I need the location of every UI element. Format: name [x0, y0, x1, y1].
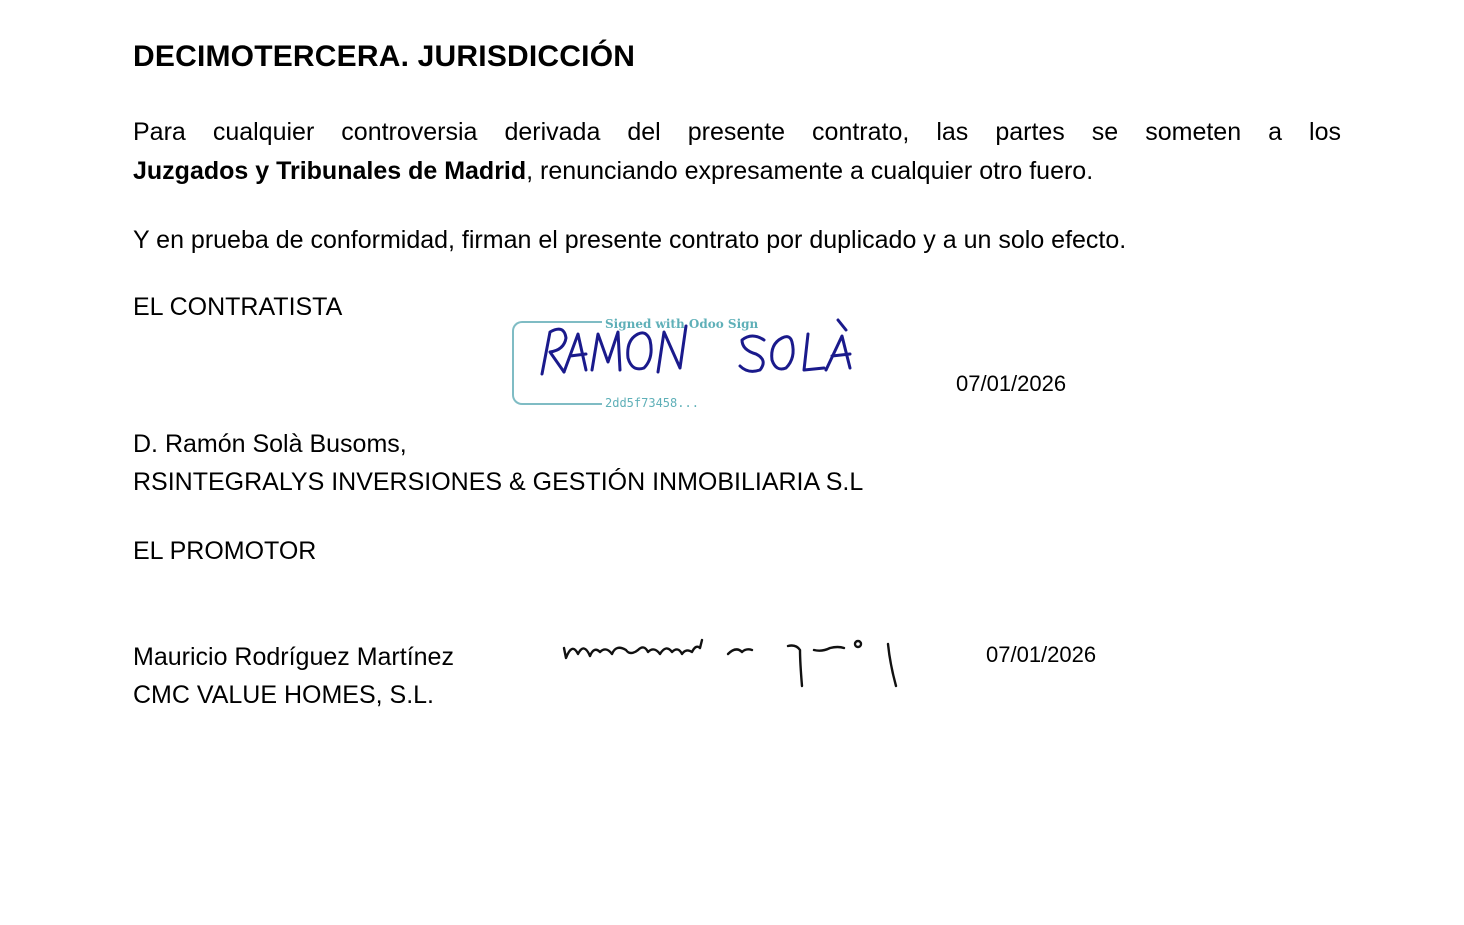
jurisdiction-paragraph-line1: Para cualquier controversia derivada del presente contrato, las partes se someten a los — [133, 118, 1341, 146]
contratista-signature — [520, 310, 890, 390]
jurisdiction-paragraph-rest: , renunciando expresamente a cualquier otro fuero. — [526, 157, 1094, 185]
clause-heading: DECIMOTERCERA. JURISDICCIÓN — [133, 40, 636, 73]
contratista-date: 07/01/2026 — [956, 371, 1067, 396]
conformity-paragraph: Y en prueba de conformidad, firman el presente contrato por duplicado y a un solo efecto. — [133, 226, 1127, 254]
contratista-label: EL CONTRATISTA — [133, 293, 343, 321]
odoo-sign-hash: 2dd5f73458... — [605, 396, 699, 410]
promotor-date: 07/01/2026 — [986, 642, 1097, 667]
promotor-label: EL PROMOTOR — [133, 537, 317, 565]
odoo-sign-badge: Signed with Odoo Sign — [605, 317, 759, 331]
jurisdiction-paragraph — [133, 113, 1341, 191]
promotor-name: Mauricio Rodríguez Martínez — [133, 643, 454, 671]
odoo-sign-frame-line — [592, 403, 598, 405]
contratista-company: RSINTEGRALYS INVERSIONES & GESTIÓN INMOBILIARIA S.L — [133, 468, 864, 496]
contratista-name: D. Ramón Solà Busoms, — [133, 430, 407, 458]
jurisdiction-courts: Juzgados y Tribunales de Madrid — [133, 157, 527, 185]
promotor-signature — [556, 618, 906, 698]
promotor-company: CMC VALUE HOMES, S.L. — [133, 681, 434, 709]
